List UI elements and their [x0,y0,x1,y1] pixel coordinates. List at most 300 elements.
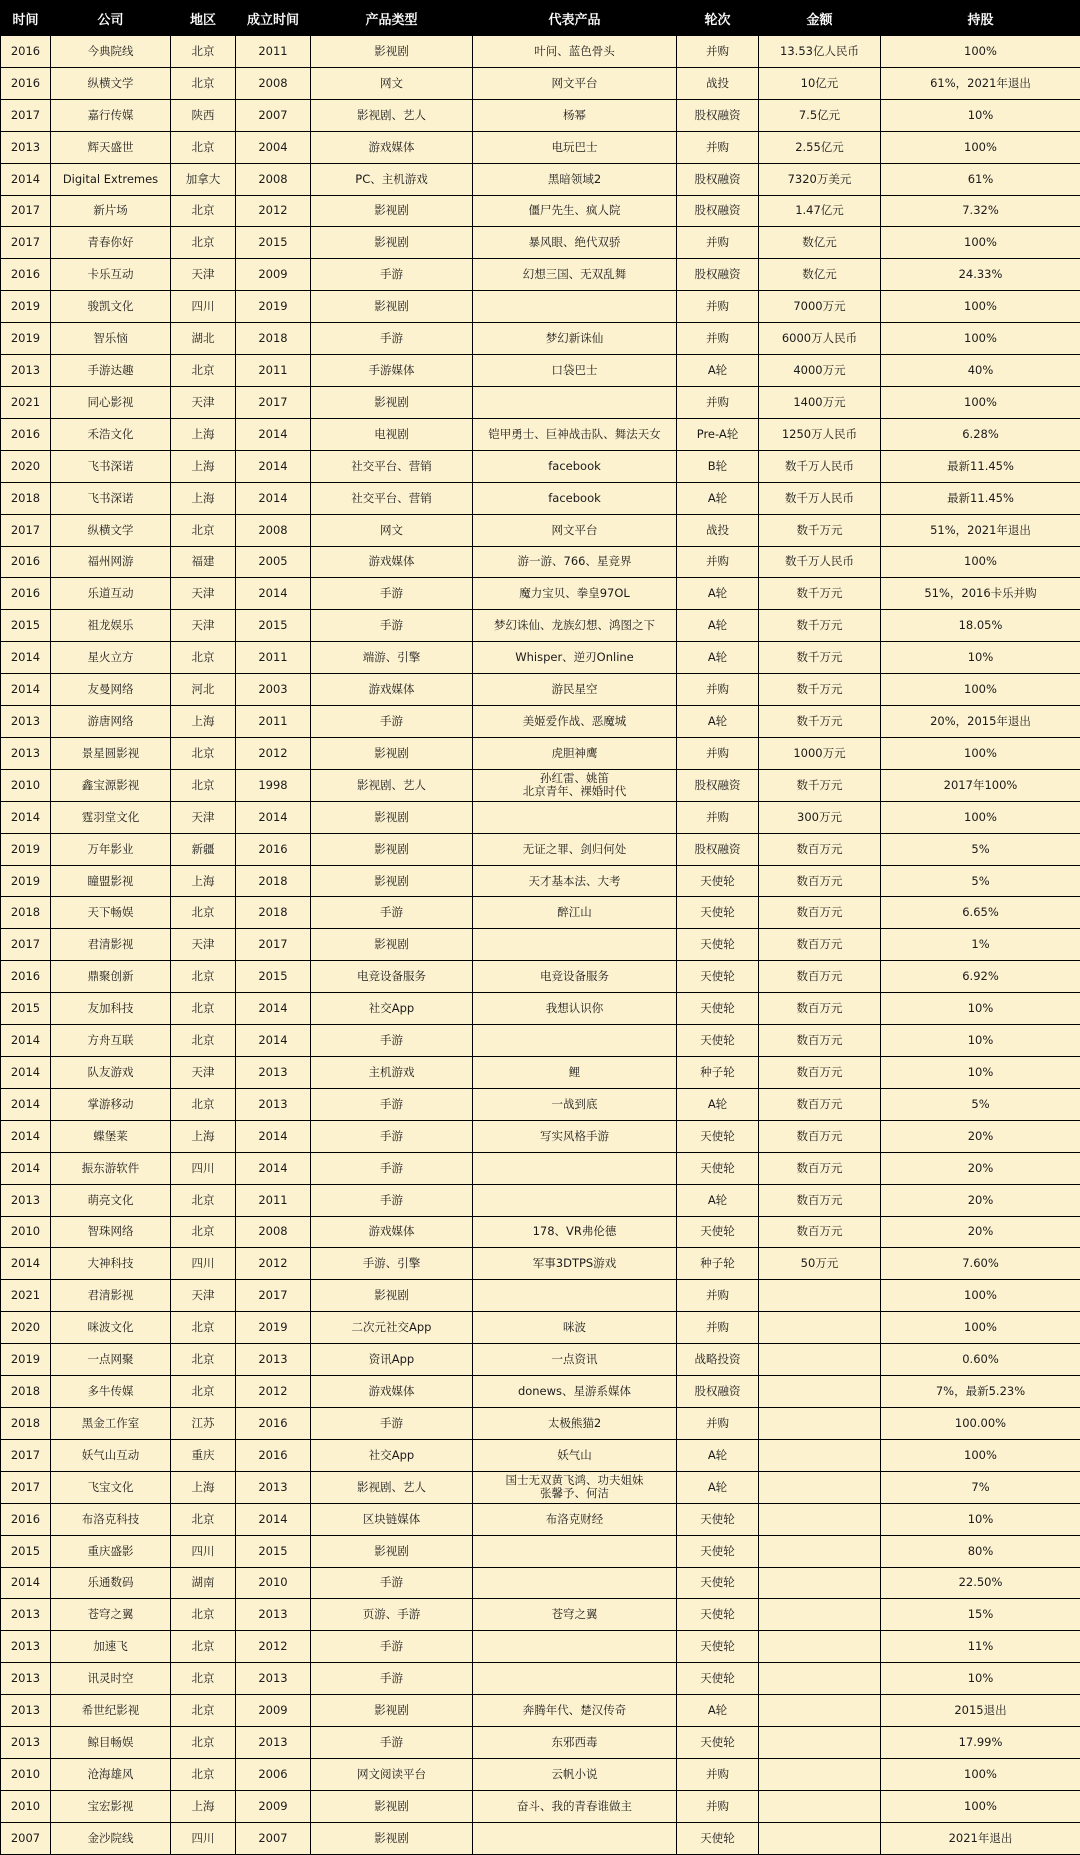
amount-cell [759,1503,881,1535]
company-cell: 新片场 [51,195,171,227]
stake-cell: 10% [881,1503,1080,1535]
column-header: 持股 [881,1,1080,36]
amount-cell [759,1535,881,1567]
product-cell: 网文平台 [473,514,677,546]
product-cell: 僵尸先生、疯人院 [473,195,677,227]
time-cell: 2013 [1,1599,51,1631]
product-cell: 太极熊猫2 [473,1407,677,1439]
region-cell: 陕西 [171,99,236,131]
amount-cell [759,1376,881,1408]
region-cell: 北京 [171,1312,236,1344]
company-cell: 手游达趣 [51,355,171,387]
amount-cell [759,1822,881,1854]
region-cell: 北京 [171,1758,236,1790]
time-cell: 2017 [1,1471,51,1503]
company-cell: 飞书深诺 [51,482,171,514]
company-cell: 萌亮文化 [51,1184,171,1216]
amount-cell: 10亿元 [759,67,881,99]
stake-cell: 61%，2021年退出 [881,67,1080,99]
amount-cell [759,1407,881,1439]
table-row [1,1471,1080,1503]
stake-cell: 7%，最新5.23% [881,1376,1080,1408]
stake-cell: 2015退出 [881,1695,1080,1727]
product-type-cell: 影视剧 [311,227,473,259]
round-cell: 天使轮 [677,865,759,897]
table-row [1,1535,1080,1567]
product-cell: 美姬爱作战、恶魔城 [473,706,677,738]
product-type-cell: 影视剧 [311,386,473,418]
table-row [1,1312,1080,1344]
header-row [1,1,1080,36]
round-cell: 股权融资 [677,769,759,801]
column-header: 时间 [1,1,51,36]
stake-cell: 2017年100% [881,769,1080,801]
table-row [1,961,1080,993]
time-cell: 2016 [1,961,51,993]
amount-cell: 7.5亿元 [759,99,881,131]
stake-cell: 15% [881,1599,1080,1631]
region-cell: 北京 [171,1503,236,1535]
product-type-cell: 手游 [311,1663,473,1695]
product-cell: 暴风眼、绝代双骄 [473,227,677,259]
product-type-cell: 手游 [311,1152,473,1184]
product-type-cell: 手游 [311,1025,473,1057]
round-cell: 并购 [677,131,759,163]
company-cell: 智乐恼 [51,323,171,355]
amount-cell: 数百万元 [759,1088,881,1120]
table-row [1,418,1080,450]
round-cell: A轮 [677,1088,759,1120]
round-cell: 并购 [677,737,759,769]
stake-cell: 100% [881,131,1080,163]
column-header: 金额 [759,1,881,36]
region-cell: 上海 [171,1471,236,1503]
founded-cell: 2014 [236,578,311,610]
founded-cell: 2014 [236,1152,311,1184]
round-cell: Pre-A轮 [677,418,759,450]
table-row [1,514,1080,546]
stake-cell: 61% [881,163,1080,195]
round-cell: 天使轮 [677,1152,759,1184]
company-cell: 友加科技 [51,993,171,1025]
company-cell: 重庆盛影 [51,1535,171,1567]
table-row [1,163,1080,195]
amount-cell [759,1758,881,1790]
company-cell: 禾浩文化 [51,418,171,450]
product-cell [473,1822,677,1854]
region-cell: 北京 [171,1631,236,1663]
stake-cell: 100% [881,1280,1080,1312]
amount-cell: 1.47亿元 [759,195,881,227]
round-cell: 股权融资 [677,163,759,195]
product-type-cell: 游戏媒体 [311,1216,473,1248]
table-row [1,450,1080,482]
region-cell: 上海 [171,1790,236,1822]
stake-cell: 20% [881,1152,1080,1184]
product-type-cell: 端游、引擎 [311,642,473,674]
product-type-cell: 电竞设备服务 [311,961,473,993]
product-type-cell: 影视剧 [311,195,473,227]
amount-cell [759,1312,881,1344]
round-cell: A轮 [677,1695,759,1727]
amount-cell [759,1663,881,1695]
amount-cell: 数亿元 [759,259,881,291]
founded-cell: 2008 [236,514,311,546]
round-cell: 并购 [677,36,759,68]
stake-cell: 100% [881,1758,1080,1790]
founded-cell: 2012 [236,737,311,769]
founded-cell: 2015 [236,1535,311,1567]
product-cell: 口袋巴士 [473,355,677,387]
product-type-cell: 手游 [311,1631,473,1663]
table-row [1,929,1080,961]
product-type-cell: 手游 [311,1727,473,1759]
round-cell: 并购 [677,386,759,418]
product-type-cell: 游戏媒体 [311,546,473,578]
region-cell: 北京 [171,36,236,68]
round-cell: 天使轮 [677,1663,759,1695]
time-cell: 2020 [1,450,51,482]
founded-cell: 2013 [236,1663,311,1695]
product-type-cell: 手游 [311,323,473,355]
round-cell: 股权融资 [677,833,759,865]
table-row [1,386,1080,418]
amount-cell [759,1599,881,1631]
product-cell [473,801,677,833]
amount-cell: 13.53亿人民币 [759,36,881,68]
company-cell: 君清影视 [51,929,171,961]
time-cell: 2017 [1,514,51,546]
time-cell: 2017 [1,99,51,131]
stake-cell: 100.00% [881,1407,1080,1439]
amount-cell: 数千万元 [759,674,881,706]
table-row [1,259,1080,291]
table-header [1,1,1080,36]
company-cell: 蝶堡莱 [51,1120,171,1152]
table-row [1,1663,1080,1695]
stake-cell: 100% [881,801,1080,833]
product-type-cell: 影视剧、艺人 [311,99,473,131]
round-cell: 天使轮 [677,1567,759,1599]
product-cell: 天才基本法、大考 [473,865,677,897]
round-cell: A轮 [677,1184,759,1216]
table-row [1,833,1080,865]
time-cell: 2014 [1,1057,51,1089]
amount-cell: 数千万元 [759,642,881,674]
company-cell: 妖气山互动 [51,1439,171,1471]
amount-cell: 300万元 [759,801,881,833]
company-cell: 祖龙娱乐 [51,610,171,642]
region-cell: 北京 [171,737,236,769]
time-cell: 2013 [1,737,51,769]
round-cell: 并购 [677,1790,759,1822]
founded-cell: 2008 [236,1216,311,1248]
round-cell: A轮 [677,1439,759,1471]
table-row [1,1152,1080,1184]
founded-cell: 2018 [236,323,311,355]
product-type-cell: 影视剧、艺人 [311,1471,473,1503]
region-cell: 北京 [171,1344,236,1376]
stake-cell: 20% [881,1184,1080,1216]
stake-cell: 6.65% [881,897,1080,929]
time-cell: 2007 [1,1822,51,1854]
founded-cell: 2009 [236,259,311,291]
product-type-cell: 网文 [311,514,473,546]
time-cell: 2018 [1,1376,51,1408]
stake-cell: 10% [881,1663,1080,1695]
amount-cell [759,1790,881,1822]
company-cell: 友曼网络 [51,674,171,706]
founded-cell: 2011 [236,36,311,68]
time-cell: 2014 [1,1088,51,1120]
time-cell: 2019 [1,865,51,897]
time-cell: 2014 [1,1248,51,1280]
company-cell: 黑金工作室 [51,1407,171,1439]
product-type-cell: 影视剧 [311,929,473,961]
time-cell: 2014 [1,642,51,674]
product-cell: 幻想三国、无双乱舞 [473,259,677,291]
table-row [1,1216,1080,1248]
stake-cell: 6.92% [881,961,1080,993]
founded-cell: 2012 [236,1376,311,1408]
stake-cell: 10% [881,1025,1080,1057]
round-cell: 并购 [677,1407,759,1439]
product-type-cell: 页游、手游 [311,1599,473,1631]
amount-cell: 数百万元 [759,833,881,865]
company-cell: 景星圆影视 [51,737,171,769]
time-cell: 2013 [1,1663,51,1695]
table-row [1,578,1080,610]
table-row [1,195,1080,227]
amount-cell [759,1695,881,1727]
table-row [1,1407,1080,1439]
product-type-cell: 手游 [311,610,473,642]
stake-cell: 40% [881,355,1080,387]
stake-cell: 10% [881,993,1080,1025]
product-type-cell: 影视剧、艺人 [311,769,473,801]
region-cell: 北京 [171,961,236,993]
founded-cell: 2019 [236,291,311,323]
round-cell: A轮 [677,1471,759,1503]
company-cell: 大神科技 [51,1248,171,1280]
table-row [1,1248,1080,1280]
round-cell: 天使轮 [677,1535,759,1567]
product-cell: 我想认识你 [473,993,677,1025]
company-cell: 多牛传媒 [51,1376,171,1408]
company-cell: 金沙院线 [51,1822,171,1854]
time-cell: 2015 [1,993,51,1025]
company-cell: 振东游软件 [51,1152,171,1184]
product-type-cell: 影视剧 [311,1822,473,1854]
stake-cell: 7.60% [881,1248,1080,1280]
amount-cell [759,1280,881,1312]
product-type-cell: 影视剧 [311,1280,473,1312]
time-cell: 2010 [1,1216,51,1248]
amount-cell: 数百万元 [759,1152,881,1184]
time-cell: 2014 [1,801,51,833]
round-cell: 战投 [677,514,759,546]
product-cell: 鲤 [473,1057,677,1089]
stake-cell: 18.05% [881,610,1080,642]
stake-cell: 51%，2021年退出 [881,514,1080,546]
round-cell: 战略投资 [677,1344,759,1376]
region-cell: 北京 [171,355,236,387]
product-cell [473,1631,677,1663]
round-cell: 战投 [677,67,759,99]
round-cell: 股权融资 [677,259,759,291]
founded-cell: 2015 [236,610,311,642]
table-row [1,706,1080,738]
founded-cell: 2013 [236,1599,311,1631]
table-row [1,291,1080,323]
company-cell: 队友游戏 [51,1057,171,1089]
stake-cell: 2021年退出 [881,1822,1080,1854]
company-cell: 掌游移动 [51,1088,171,1120]
region-cell: 北京 [171,769,236,801]
stake-cell: 20% [881,1216,1080,1248]
region-cell: 北京 [171,195,236,227]
product-cell: 电玩巴士 [473,131,677,163]
column-header: 产品类型 [311,1,473,36]
company-cell: 纵横文学 [51,67,171,99]
region-cell: 天津 [171,610,236,642]
stake-cell: 5% [881,833,1080,865]
time-cell: 2013 [1,1631,51,1663]
product-type-cell: 区块链媒体 [311,1503,473,1535]
amount-cell: 7000万元 [759,291,881,323]
product-type-cell: 社交App [311,1439,473,1471]
region-cell: 北京 [171,993,236,1025]
founded-cell: 2014 [236,1120,311,1152]
time-cell: 2015 [1,1535,51,1567]
founded-cell: 2013 [236,1344,311,1376]
time-cell: 2013 [1,1184,51,1216]
product-cell: 孙红雷、姚笛 北京青年、裸婚时代 [473,769,677,801]
table-row [1,1025,1080,1057]
product-type-cell: 影视剧 [311,737,473,769]
amount-cell [759,1727,881,1759]
amount-cell: 数百万元 [759,929,881,961]
column-header: 地区 [171,1,236,36]
company-cell: 鑫宝源影视 [51,769,171,801]
amount-cell: 数百万元 [759,1184,881,1216]
product-cell: 一点资讯 [473,1344,677,1376]
amount-cell: 50万元 [759,1248,881,1280]
round-cell: 并购 [677,674,759,706]
region-cell: 上海 [171,450,236,482]
table-row [1,1503,1080,1535]
region-cell: 天津 [171,259,236,291]
table-row [1,546,1080,578]
stake-cell: 1% [881,929,1080,961]
product-cell: 梦幻新诛仙 [473,323,677,355]
table-row [1,131,1080,163]
product-type-cell: 手游 [311,897,473,929]
table-row [1,674,1080,706]
company-cell: 加速飞 [51,1631,171,1663]
product-type-cell: 游戏媒体 [311,674,473,706]
stake-cell: 100% [881,323,1080,355]
stake-cell: 6.28% [881,418,1080,450]
round-cell: 天使轮 [677,1025,759,1057]
amount-cell [759,1471,881,1503]
founded-cell: 2014 [236,482,311,514]
amount-cell: 7320万美元 [759,163,881,195]
amount-cell: 数千万人民币 [759,546,881,578]
round-cell: 天使轮 [677,1727,759,1759]
time-cell: 2016 [1,546,51,578]
time-cell: 2013 [1,1727,51,1759]
product-type-cell: 社交平台、营销 [311,450,473,482]
stake-cell: 80% [881,1535,1080,1567]
product-type-cell: 二次元社交App [311,1312,473,1344]
founded-cell: 2007 [236,1822,311,1854]
table-row [1,482,1080,514]
region-cell: 湖南 [171,1567,236,1599]
region-cell: 北京 [171,1727,236,1759]
company-cell: 鼎聚创新 [51,961,171,993]
product-type-cell: 手游 [311,1567,473,1599]
stake-cell: 100% [881,227,1080,259]
founded-cell: 2015 [236,961,311,993]
founded-cell: 1998 [236,769,311,801]
region-cell: 四川 [171,1822,236,1854]
product-cell: 铠甲勇士、巨神战击队、舞法天女 [473,418,677,450]
product-type-cell: 网文 [311,67,473,99]
region-cell: 北京 [171,1216,236,1248]
column-header: 公司 [51,1,171,36]
product-type-cell: PC、主机游戏 [311,163,473,195]
product-cell: 奔腾年代、楚汉传奇 [473,1695,677,1727]
time-cell: 2014 [1,674,51,706]
region-cell: 北京 [171,514,236,546]
product-cell: facebook [473,450,677,482]
amount-cell: 数百万元 [759,1025,881,1057]
product-cell: 虎胆神鹰 [473,737,677,769]
founded-cell: 2009 [236,1695,311,1727]
amount-cell: 1000万元 [759,737,881,769]
product-cell [473,1567,677,1599]
stake-cell: 5% [881,1088,1080,1120]
founded-cell: 2018 [236,865,311,897]
company-cell: 辉天盛世 [51,131,171,163]
founded-cell: 2017 [236,1280,311,1312]
region-cell: 北京 [171,1088,236,1120]
company-cell: 飞宝文化 [51,1471,171,1503]
table-row [1,865,1080,897]
company-cell: 君清影视 [51,1280,171,1312]
time-cell: 2018 [1,482,51,514]
stake-cell: 100% [881,291,1080,323]
stake-cell: 10% [881,1057,1080,1089]
company-cell: 讯灵时空 [51,1663,171,1695]
product-cell [473,291,677,323]
round-cell: 并购 [677,546,759,578]
round-cell: 天使轮 [677,1599,759,1631]
time-cell: 2014 [1,1567,51,1599]
product-type-cell: 影视剧 [311,833,473,865]
product-cell: donews、星游系媒体 [473,1376,677,1408]
amount-cell: 数百万元 [759,897,881,929]
founded-cell: 2013 [236,1057,311,1089]
round-cell: 股权融资 [677,195,759,227]
time-cell: 2019 [1,1344,51,1376]
round-cell: A轮 [677,482,759,514]
product-type-cell: 游戏媒体 [311,131,473,163]
company-cell: 沧海雄风 [51,1758,171,1790]
table-row [1,1727,1080,1759]
company-cell: 鲸目畅娱 [51,1727,171,1759]
